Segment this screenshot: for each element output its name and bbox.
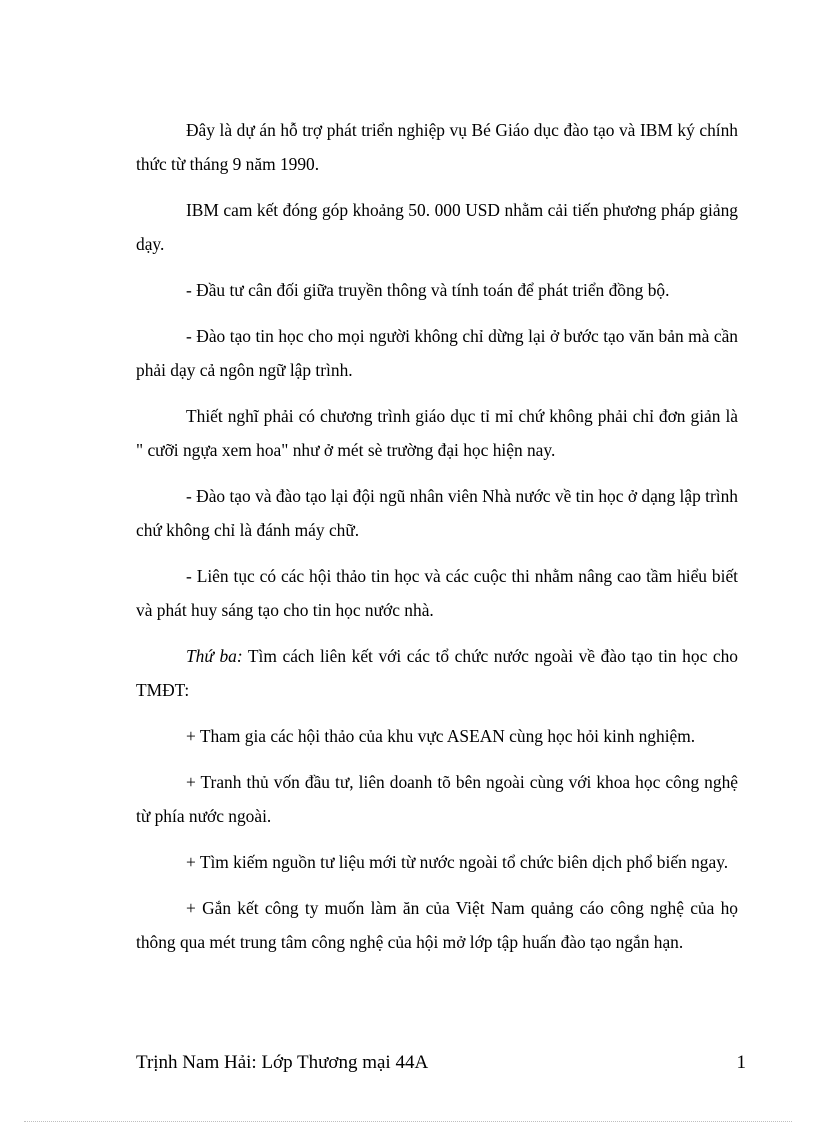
page-number: 1 bbox=[736, 1052, 746, 1073]
paragraph: Thiết nghĩ phải có chương trình giáo dục tỉ mỉ chứ không phải chỉ đơn giản là " cưỡi ngựa xem hoa" như ở mét sè trường đại học hiện nay. bbox=[136, 406, 738, 460]
document-body bbox=[136, 113, 738, 971]
paragraph: IBM cam kết đóng góp khoảng 50. 000 USD nhằm cải tiến phương pháp giảng dạy. bbox=[136, 200, 738, 254]
paragraph: - Liên tục có các hội thảo tin học và các cuộc thi nhằm nâng cao tầm hiểu biết và phát huy sáng tạo cho tin học nước nhà. bbox=[136, 566, 738, 620]
thu-ba-label: Thứ ba: bbox=[186, 646, 243, 666]
paragraph: - Đầu tư cân đối giữa truyền thông và tính toán để phát triển đồng bộ. bbox=[186, 280, 670, 300]
thu-ba-text: Tìm cách liên kết với các tổ chức nước ngoài về đào tạo tin học cho TMĐT: bbox=[136, 646, 739, 700]
thu-ba-paragraph bbox=[136, 639, 738, 707]
list-item: + Gắn kết công ty muốn làm ăn của Việt Nam quảng cáo công nghệ của họ thông qua mét trung tâm công nghệ của hội mở lớp tập huấn đào tạo ngắn hạn. bbox=[136, 898, 738, 952]
footer-author: Trịnh Nam Hải: Lớp Thương mại 44A bbox=[136, 1052, 429, 1073]
paragraph: - Đào tạo và đào tạo lại đội ngũ nhân viên Nhà nước về tin học ở dạng lập trình chứ không chỉ là đánh máy chữ. bbox=[136, 486, 738, 540]
paragraph: Đây là dự án hỗ trợ phát triển nghiệp vụ Bé Giáo dục đào tạo và IBM ký chính thức từ tháng 9 năm 1990. bbox=[136, 120, 738, 174]
paragraph: - Đào tạo tin học cho mọi người không chỉ dừng lại ở bước tạo văn bản mà cần phải dạy cả ngôn ngữ lập trình. bbox=[136, 326, 738, 380]
list-item: + Tranh thủ vốn đầu tư, liên doanh tõ bên ngoài cùng với khoa học công nghệ từ phía nước ngoài. bbox=[136, 772, 738, 826]
list-item: + Tham gia các hội thảo của khu vực ASEAN cùng học hỏi kinh nghiệm. bbox=[186, 726, 696, 746]
list-item: + Tìm kiếm nguồn tư liệu mới từ nước ngoài tổ chức biên dịch phổ biến ngay. bbox=[186, 852, 729, 872]
page-bottom-divider bbox=[24, 1121, 792, 1122]
